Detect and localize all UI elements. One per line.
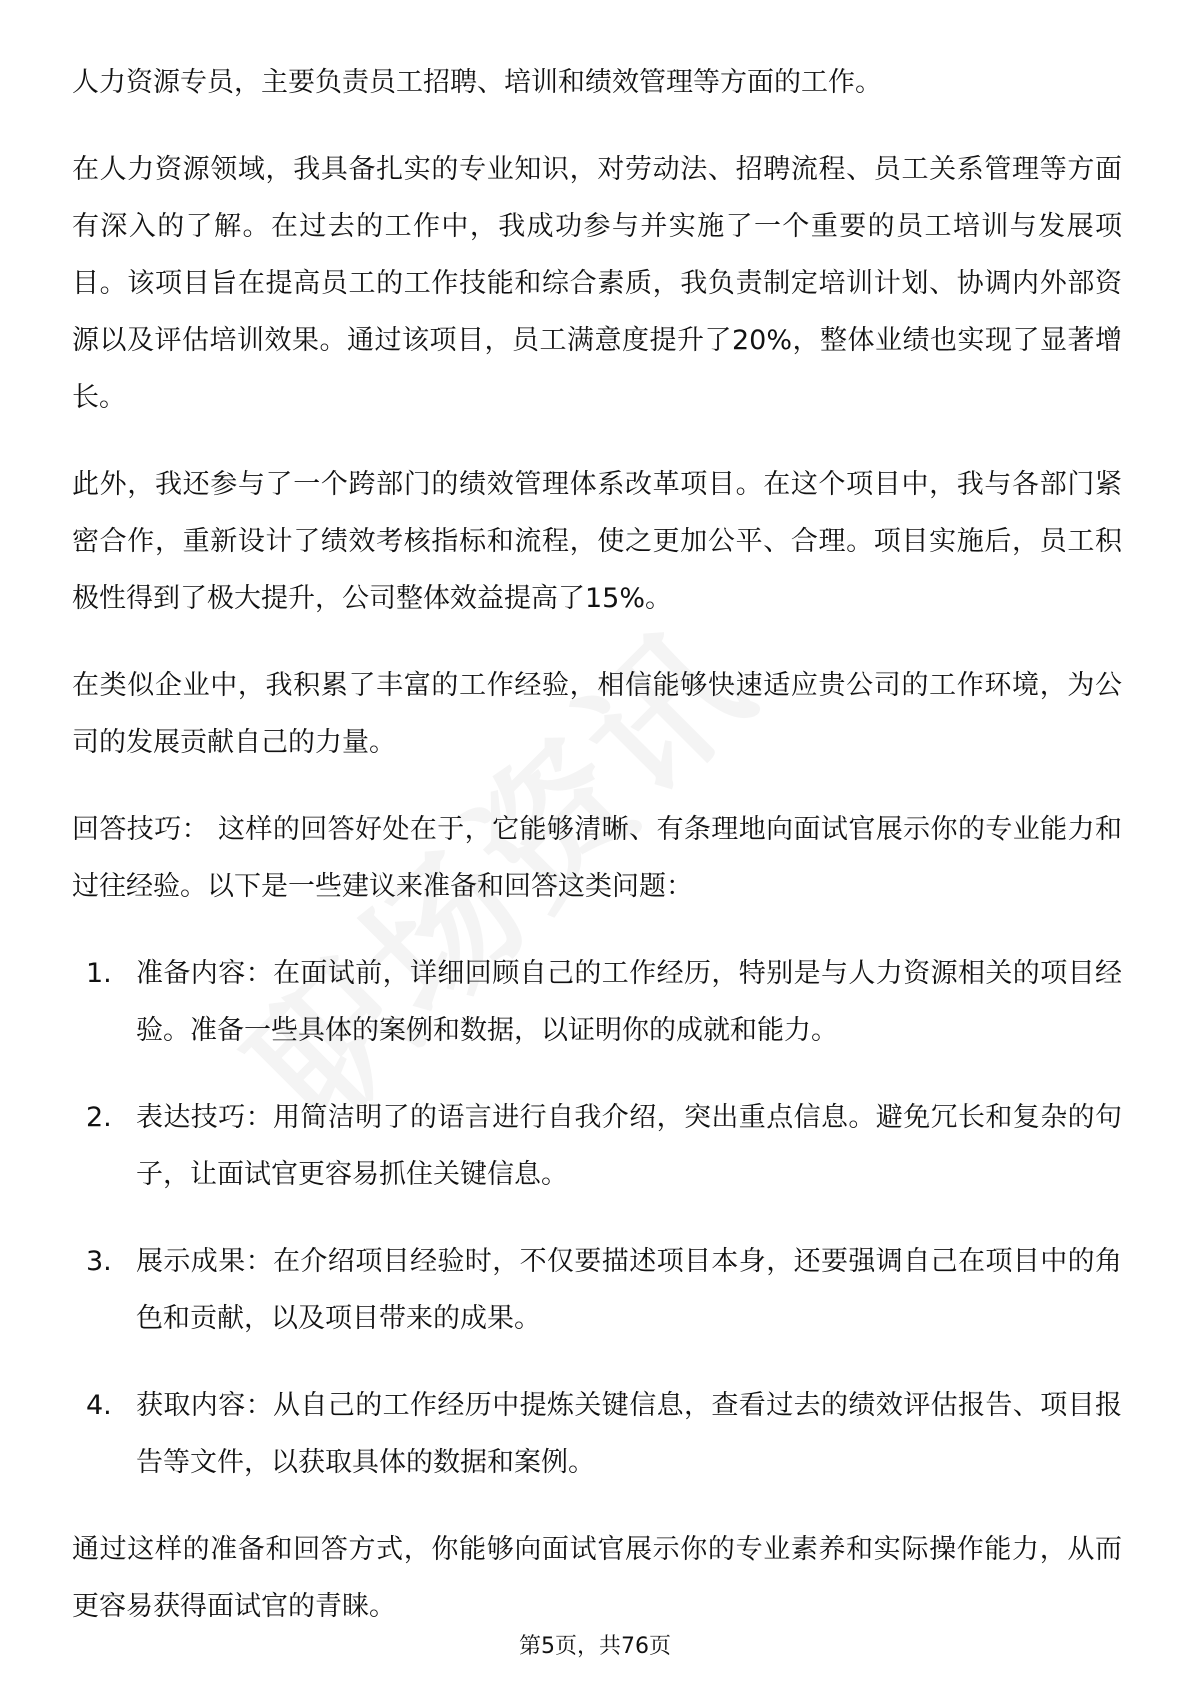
- page-number: 第5页，共76页: [519, 1634, 671, 1659]
- paragraph-role-intro: 人力资源专员，主要负责员工招聘、培训和绩效管理等方面的工作。: [72, 67, 882, 98]
- paragraph-experience: 在类似企业中，我积累了丰富的工作经验，相信能够快速适应贵公司的工作环境，为公司的发展贡献自己的力量。: [72, 670, 1122, 758]
- list-item-text: 准备内容：在面试前，详细回顾自己的工作经历，特别是与人力资源相关的项目经验。准备一些具体的案例和数据，以证明你的成就和能力。: [136, 958, 1122, 1046]
- paragraph-performance-project: 此外，我还参与了一个跨部门的绩效管理体系改革项目。在这个项目中，我与各部门紧密合作，重新设计了绩效考核指标和流程，使之更加公平、合理。项目实施后，员工积极性得到了极大提升，公司整体效益提高了15%。: [72, 469, 1122, 614]
- paragraph-answer-tips: 回答技巧： 这样的回答好处在于，它能够清晰、有条理地向面试官展示你的专业能力和过往经验。以下是一些建议来准备和回答这类问题：: [72, 814, 1122, 902]
- list-item: [72, 1089, 1122, 1203]
- paragraph-training-project: 在人力资源领域，我具备扎实的专业知识，对劳动法、招聘流程、员工关系管理等方面有深入的了解。在过去的工作中，我成功参与并实施了一个重要的员工培训与发展项目。该项目旨在提高员工的工作技能和综合素质，我负责制定培训计划、协调内外部资源以及评估培训效果。通过该项目，员工满意度提升了20%，整体业绩也实现了显著增长。: [72, 154, 1122, 413]
- list-item: [72, 1377, 1122, 1491]
- document-body: [72, 54, 1122, 1665]
- paragraph-closing: 通过这样的准备和回答方式，你能够向面试官展示你的专业素养和实际操作能力，从而更容易获得面试官的青睐。: [72, 1534, 1122, 1622]
- list-item-number: 1.: [86, 958, 112, 989]
- list-item: [72, 1233, 1122, 1347]
- tips-list: [72, 945, 1122, 1491]
- list-item-number: 2.: [86, 1102, 112, 1133]
- list-item-number: 4.: [86, 1390, 112, 1421]
- list-item: [72, 945, 1122, 1059]
- list-item-text: 展示成果：在介绍项目经验时，不仅要描述项目本身，还要强调自己在项目中的角色和贡献，以及项目带来的成果。: [136, 1246, 1122, 1334]
- list-item-number: 3.: [86, 1246, 112, 1277]
- list-item-text: 获取内容：从自己的工作经历中提炼关键信息，查看过去的绩效评估报告、项目报告等文件，以获取具体的数据和案例。: [136, 1390, 1122, 1478]
- list-item-text: 表达技巧：用简洁明了的语言进行自我介绍，突出重点信息。避免冗长和复杂的句子，让面试官更容易抓住关键信息。: [136, 1102, 1122, 1190]
